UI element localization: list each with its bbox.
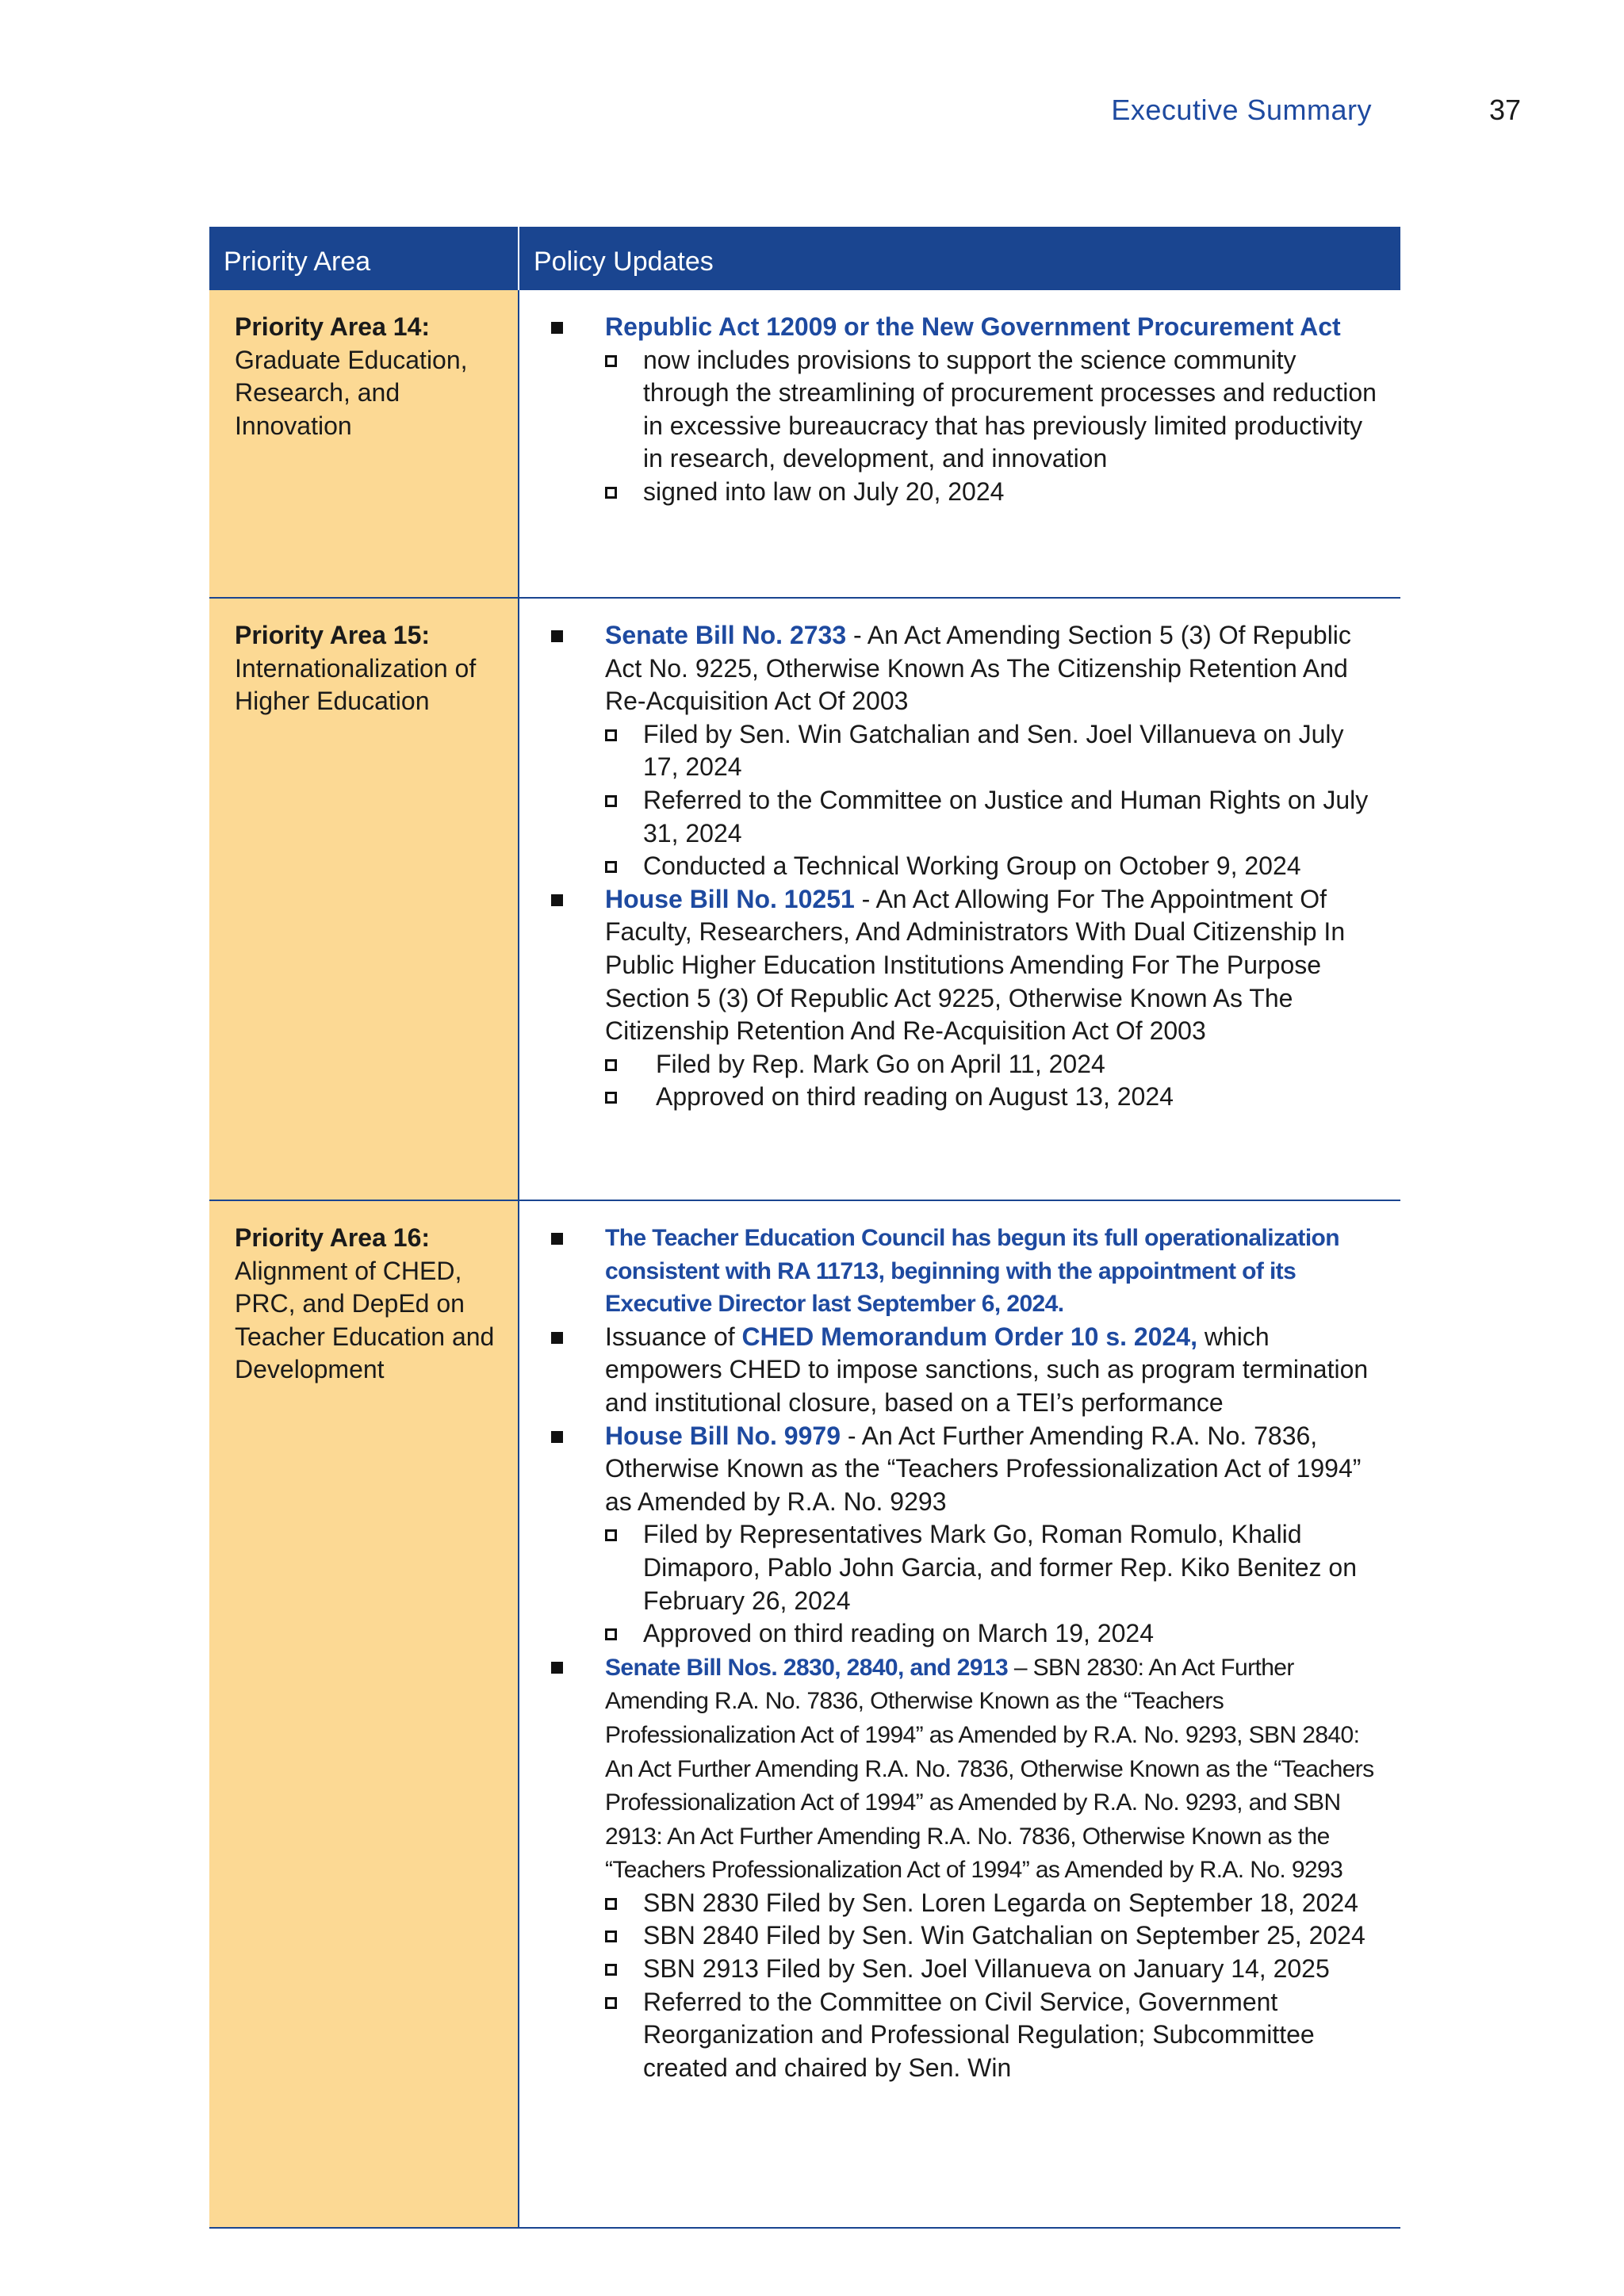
priority-area-title: Alignment of CHED, PRC, and DepEd on Teacher Education and Development (235, 1256, 495, 1384)
sub-list-item: Filed by Sen. Win Gatchalian and Sen. Joel Villanueva on July 17, 2024 (605, 718, 1377, 784)
priority-area-cell (209, 598, 519, 1200)
policy-prefix: Issuance of (605, 1322, 742, 1351)
policy-title: CHED Memorandum Order 10 s. 2024, (741, 1322, 1197, 1351)
list-item (551, 1420, 1377, 1651)
policy-title: Republic Act 12009 or the New Government Procurement Act (605, 312, 1341, 341)
policy-updates-cell (519, 598, 1400, 1200)
sub-list-item: Conducted a Technical Working Group on October 9, 2024 (605, 850, 1377, 883)
priority-area-title: Internationalization of Higher Education (235, 653, 477, 716)
priority-area-cell (209, 1200, 519, 2228)
policy-description: which empowers CHED to impose sanctions, such as program termination and institutional closure, based on a TEI’s performance (605, 1322, 1369, 1417)
policy-title: House Bill No. 10251 (605, 884, 855, 913)
sub-list-item: SBN 2830 Filed by Sen. Loren Legarda on September 18, 2024 (605, 1887, 1377, 1920)
sub-list-item: Referred to the Committee on Justice and Human Rights on July 31, 2024 (605, 784, 1377, 850)
sub-list-item: now includes provisions to support the science community through the streamlining of procurement processes and reduction in excessive bureaucracy that has previously limited productivity in research, development, and innovation (605, 344, 1377, 476)
list-item (551, 311, 1377, 509)
sub-list-item: Approved on third reading on August 13, 2024 (605, 1081, 1377, 1114)
priority-area-title: Graduate Education, Research, and Innovation (235, 345, 468, 440)
sub-list-item: SBN 2840 Filed by Sen. Win Gatchalian on September 25, 2024 (605, 1919, 1377, 1953)
policy-updates-cell (519, 290, 1400, 598)
policy-updates-cell (519, 1200, 1400, 2228)
policy-updates-table (209, 227, 1400, 2229)
list-item (551, 619, 1377, 883)
list-item (551, 1222, 1377, 1321)
sub-list-item: signed into law on July 20, 2024 (605, 476, 1377, 509)
priority-area-cell (209, 290, 519, 598)
policy-description: - An Act Further Amending R.A. No. 7836, Otherwise Known as the “Teachers Professionalization Act of 1994” as Amended by R.A. No. 9293 (605, 1421, 1362, 1516)
policy-description: – SBN 2830: An Act Further Amending R.A. No. 7836, Otherwise Known as the “Teachers Professionalization Act of 1994” as Amended by R.A. No. 9293, SBN 2840: An Act Further Amending R.A. No. 7836, Otherwise Known as the “Teachers Professionalization Act of 1994” as Amended by R.A. No. 9293, and SBN 2913: An Act Further Amending R.A. No. 7836, Otherwise Known as the “Teachers Professionalization Act of 1994” as Amended by R.A. No. 9293 (605, 1654, 1374, 1884)
list-item (551, 1651, 1377, 2085)
policy-title: Senate Bill No. 2733 (605, 621, 847, 649)
sub-list-item: Referred to the Committee on Civil Service, Government Reorganization and Professional Regulation; Subcommittee created and chaired by Sen. Win (605, 1986, 1377, 2085)
policy-title: Senate Bill Nos. 2830, 2840, and 2913 (605, 1654, 1009, 1681)
policy-description: - An Act Allowing For The Appointment Of Faculty, Researchers, And Administrators With Dual Citizenship In Public Higher Education Institutions Amending For The Purpose Section 5 (3) Of Republic Act 9225, Otherwise Known As The Citizenship Retention And Re-Acquisition Act Of 2003 (605, 884, 1346, 1046)
table-row (209, 598, 1400, 1200)
sub-list-item: SBN 2913 Filed by Sen. Joel Villanueva on January 14, 2025 (605, 1953, 1377, 1986)
priority-area-number: Priority Area 16: (235, 1223, 431, 1252)
sub-list-item: Approved on third reading on March 19, 2024 (605, 1617, 1377, 1651)
priority-area-number: Priority Area 14: (235, 312, 431, 341)
list-item (551, 1321, 1377, 1420)
policy-description: - An Act Amending Section 5 (3) Of Republic Act No. 9225, Otherwise Known As The Citizenship Retention And Re-Acquisition Act Of 2003 (605, 621, 1351, 716)
page-number: 37 (1488, 94, 1521, 126)
policy-title: House Bill No. 9979 (605, 1421, 841, 1450)
column-header-policy-updates: Policy Updates (519, 227, 1400, 290)
page-header-title: Executive Summary (1111, 94, 1372, 126)
table-row (209, 290, 1400, 598)
policy-title: The Teacher Education Council has begun its full operationalization consistent with RA 11713, beginning with the appointment of its Executive Director last September 6, 2024. (605, 1225, 1340, 1318)
list-item (551, 883, 1377, 1114)
column-header-priority-area: Priority Area (209, 227, 519, 290)
table-header-row (209, 227, 1400, 290)
sub-list-item: Filed by Rep. Mark Go on April 11, 2024 (605, 1048, 1377, 1081)
sub-list-item: Filed by Representatives Mark Go, Roman Romulo, Khalid Dimaporo, Pablo John Garcia, and former Rep. Kiko Benitez on February 26, 2024 (605, 1518, 1377, 1617)
priority-area-number: Priority Area 15: (235, 621, 431, 649)
table-row (209, 1200, 1400, 2228)
